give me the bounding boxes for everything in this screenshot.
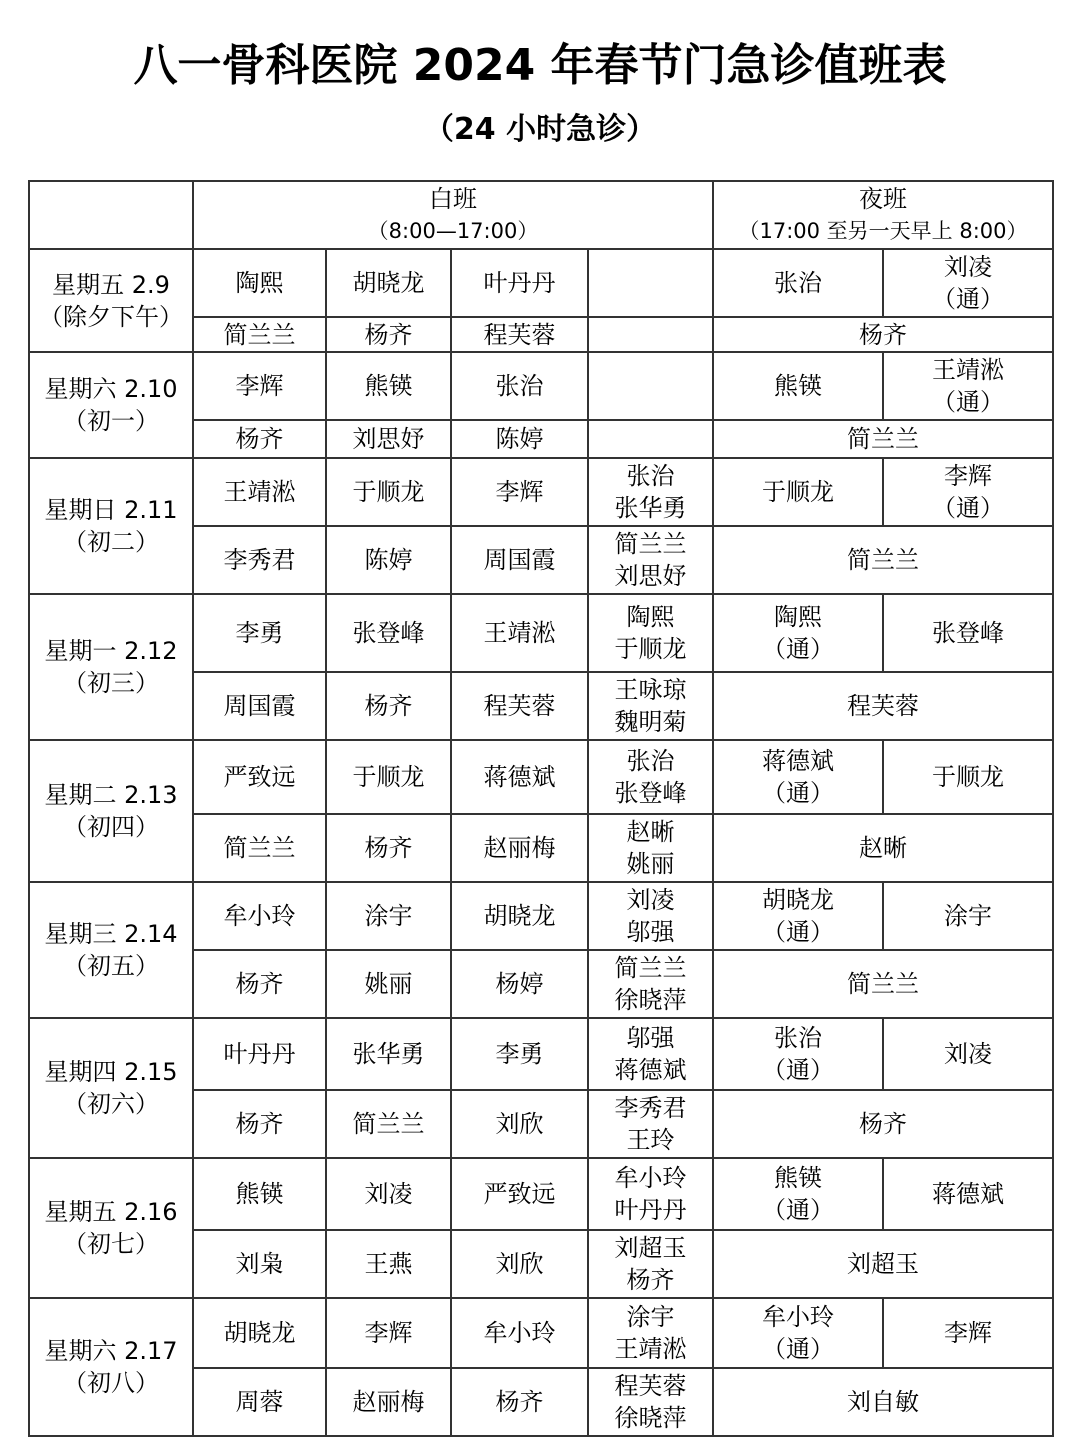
night-name: （通） [762,1056,834,1084]
day-shift-cell: 刘欣 [451,1090,588,1158]
date-cell [29,352,193,458]
date-cell [29,249,193,352]
extra-name: 姚丽 [626,850,675,878]
day-extra-cell [588,1090,713,1158]
date-note: （初五） [63,952,159,980]
page-subtitle: （24 小时急诊） [423,112,657,147]
extra-name: 张治 [626,747,675,775]
day-extra-cell [588,882,713,950]
day-extra-cell [588,814,713,882]
night-name: 胡晓龙 [762,886,834,914]
night-shift-cell [713,740,883,814]
extra-name: 张登峰 [614,779,687,807]
night-name: 熊锳 [774,1164,822,1192]
day-shift-cell: 杨齐 [193,950,326,1018]
night-shift-cell [883,1298,1053,1368]
extra-name: 简兰兰 [614,530,687,558]
night-shift-cell [713,352,883,420]
day-shift-cell: 胡晓龙 [326,249,451,317]
night-name: （通） [932,285,1004,313]
night-shift-cell [713,1158,883,1230]
extra-name: 刘思妤 [614,562,687,590]
night-shift-cell [713,249,883,317]
date-label: 星期四 2.15 [44,1058,178,1086]
day-shift-cell: 张华勇 [326,1018,451,1090]
day-extra-cell [588,1298,713,1368]
header-row [29,181,1053,249]
extra-name: 李秀君 [614,1094,687,1122]
extra-name: 程芙蓉 [614,1372,687,1400]
night-name: （通） [762,779,834,807]
night-shift-merged-cell: 杨齐 [713,1090,1053,1158]
extra-name: 张治 [626,462,675,490]
extra-name: 徐晓萍 [614,1404,687,1432]
day-shift-cell: 王靖淞 [193,458,326,526]
day-shift-cell: 王燕 [326,1230,451,1298]
night-name: 牟小玲 [762,1303,834,1331]
date-label: 星期三 2.14 [44,920,178,948]
roster-row-upper [29,249,1053,317]
day-shift-cell: 简兰兰 [193,317,326,352]
night-name: （通） [932,494,1004,522]
date-cell [29,882,193,1018]
day-extra-cell [588,317,713,352]
night-name: 张登峰 [932,619,1004,647]
extra-name: 王咏琼 [614,676,687,704]
roster-row-upper [29,458,1053,526]
day-shift-cell: 刘枭 [193,1230,326,1298]
day-shift-cell: 叶丹丹 [451,249,588,317]
night-shift-cell [713,1298,883,1368]
night-name: 陶熙 [774,603,822,631]
day-shift-cell: 陈婷 [326,526,451,594]
night-shift-cell [883,1158,1053,1230]
date-cell [29,458,193,594]
night-shift-merged-cell: 简兰兰 [713,950,1053,1018]
day-shift-cell: 叶丹丹 [193,1018,326,1090]
day-shift-cell: 程芙蓉 [451,317,588,352]
night-shift-cell [883,740,1053,814]
day-shift-cell: 简兰兰 [193,814,326,882]
night-name: 涂宇 [944,902,992,930]
day-extra-cell [588,1018,713,1090]
day-shift-cell: 杨齐 [326,672,451,740]
day-extra-cell [588,249,713,317]
date-cell [29,1298,193,1436]
night-name: 于顺龙 [762,478,834,506]
night-shift-label: 夜班 [859,185,907,213]
night-shift-cell [883,882,1053,950]
day-shift-cell: 杨齐 [326,317,451,352]
extra-name: 王玲 [626,1126,675,1154]
night-shift-merged-cell: 简兰兰 [713,420,1053,458]
night-name: （通） [762,918,834,946]
day-extra-cell [588,1368,713,1436]
extra-name: 简兰兰 [614,954,687,982]
date-note: （初七） [63,1230,159,1258]
night-shift-merged-cell: 简兰兰 [713,526,1053,594]
day-shift-cell: 刘欣 [451,1230,588,1298]
night-shift-merged-cell: 赵晰 [713,814,1053,882]
night-shift-cell [713,882,883,950]
extra-name: 陶熙 [626,603,675,631]
night-name: （通） [762,635,834,663]
night-name: 蒋德斌 [762,747,834,775]
night-name: 于顺龙 [932,763,1004,791]
night-shift-cell [713,458,883,526]
date-label: 星期五 2.9 [52,270,170,299]
night-shift-cell [713,594,883,672]
night-name: 熊锳 [774,372,822,400]
day-shift-cell: 于顺龙 [326,458,451,526]
date-note: （初二） [63,528,159,556]
day-extra-cell [588,1230,713,1298]
night-shift-merged-cell: 程芙蓉 [713,672,1053,740]
date-note: （初四） [63,813,159,841]
extra-name: 牟小玲 [614,1164,687,1192]
day-extra-cell [588,458,713,526]
day-shift-cell: 刘思妤 [326,420,451,458]
day-shift-cell: 刘凌 [326,1158,451,1230]
date-label: 星期五 2.16 [44,1198,178,1226]
day-shift-label: 白班 [429,185,477,213]
day-extra-cell [588,950,713,1018]
roster-row-upper [29,740,1053,814]
extra-name: 王靖淞 [614,1335,687,1363]
date-label: 星期日 2.11 [44,496,178,524]
day-shift-cell: 熊锳 [193,1158,326,1230]
day-shift-cell: 张治 [451,352,588,420]
roster-row-upper [29,1298,1053,1368]
night-shift-time: （17:00 至另一天早上 8:00） [738,219,1028,243]
day-extra-cell [588,740,713,814]
night-shift-header [713,181,1053,249]
day-shift-cell: 李秀君 [193,526,326,594]
date-label: 星期六 2.17 [44,1337,178,1365]
day-shift-cell: 程芙蓉 [451,672,588,740]
day-shift-cell: 熊锳 [326,352,451,420]
night-name: 李辉 [944,1319,992,1347]
night-shift-cell [883,249,1053,317]
day-shift-cell: 简兰兰 [326,1090,451,1158]
day-extra-cell [588,594,713,672]
extra-name: 蒋德斌 [614,1056,687,1084]
day-extra-cell [588,672,713,740]
day-shift-cell: 李辉 [326,1298,451,1368]
day-shift-cell: 杨齐 [326,814,451,882]
night-shift-cell [883,1018,1053,1090]
day-shift-cell: 杨齐 [193,420,326,458]
extra-name: 杨齐 [626,1266,675,1294]
day-shift-cell: 胡晓龙 [451,882,588,950]
extra-name: 赵晰 [626,818,675,846]
extra-name: 邬强 [626,1024,675,1052]
night-name: 蒋德斌 [932,1180,1004,1208]
night-shift-cell [713,1018,883,1090]
day-extra-cell [588,420,713,458]
extra-name: 刘凌 [626,886,675,914]
day-shift-cell: 于顺龙 [326,740,451,814]
roster-row-upper [29,352,1053,420]
night-shift-merged-cell: 刘超玉 [713,1230,1053,1298]
date-label: 星期六 2.10 [44,375,178,403]
extra-name: 刘超玉 [614,1234,687,1262]
night-name: 刘凌 [944,253,992,281]
extra-name: 魏明菊 [614,708,687,736]
roster-row-upper [29,1158,1053,1230]
date-note: （除夕下午） [39,302,183,331]
extra-name: 涂宇 [626,1303,675,1331]
day-shift-cell: 牟小玲 [451,1298,588,1368]
night-name: 张治 [774,269,822,297]
day-shift-cell: 王靖淞 [451,594,588,672]
day-shift-cell: 胡晓龙 [193,1298,326,1368]
night-shift-merged-cell: 杨齐 [713,317,1053,352]
extra-name: 徐晓萍 [614,986,687,1014]
roster-row-upper [29,594,1053,672]
night-name: 刘凌 [944,1040,992,1068]
date-note: （初六） [63,1090,159,1118]
page-title: 八一骨科医院 2024 年春节门急诊值班表 [133,40,947,91]
day-shift-cell: 陶熙 [193,249,326,317]
night-shift-cell [883,352,1053,420]
day-shift-cell: 周国霞 [451,526,588,594]
day-shift-cell: 李辉 [451,458,588,526]
date-cell [29,1158,193,1298]
roster-row-upper [29,882,1053,950]
night-name: （通） [762,1335,834,1363]
night-name: 张治 [774,1024,822,1052]
day-shift-cell: 杨婷 [451,950,588,1018]
night-shift-cell [883,594,1053,672]
date-note: （初一） [63,407,159,435]
day-shift-cell: 李辉 [193,352,326,420]
day-shift-cell: 周蓉 [193,1368,326,1436]
day-shift-cell: 张登峰 [326,594,451,672]
date-label: 星期二 2.13 [44,781,178,809]
day-shift-cell: 姚丽 [326,950,451,1018]
day-extra-cell [588,526,713,594]
night-name: （通） [762,1196,834,1224]
day-shift-cell: 陈婷 [451,420,588,458]
day-shift-cell: 杨齐 [193,1090,326,1158]
extra-name: 于顺龙 [614,635,687,663]
day-shift-header [193,181,713,249]
night-shift-merged-cell: 刘自敏 [713,1368,1053,1436]
night-name: 李辉 [944,462,992,490]
extra-name: 叶丹丹 [614,1196,687,1224]
date-cell [29,594,193,740]
day-extra-cell [588,352,713,420]
night-name: 王靖淞 [932,356,1004,384]
day-shift-cell: 李勇 [193,594,326,672]
day-shift-cell: 蒋德斌 [451,740,588,814]
extra-name: 邬强 [626,918,675,946]
day-shift-cell: 严致远 [451,1158,588,1230]
night-name: （通） [932,388,1004,416]
day-shift-cell: 涂宇 [326,882,451,950]
date-note: （初八） [63,1369,159,1397]
day-shift-cell: 赵丽梅 [451,814,588,882]
day-shift-cell: 杨齐 [451,1368,588,1436]
extra-name: 张华勇 [614,494,687,522]
duty-roster-table [28,180,1054,1437]
night-shift-cell [883,458,1053,526]
day-shift-cell: 赵丽梅 [326,1368,451,1436]
date-note: （初三） [63,669,159,697]
day-shift-cell: 严致远 [193,740,326,814]
day-shift-time: （8:00—17:00） [367,219,539,243]
day-shift-cell: 牟小玲 [193,882,326,950]
date-cell [29,1018,193,1158]
day-shift-cell: 李勇 [451,1018,588,1090]
day-extra-cell [588,1158,713,1230]
day-shift-cell: 周国霞 [193,672,326,740]
date-label: 星期一 2.12 [44,637,178,665]
header-blank-cell [29,181,193,249]
date-cell [29,740,193,882]
roster-row-upper [29,1018,1053,1090]
